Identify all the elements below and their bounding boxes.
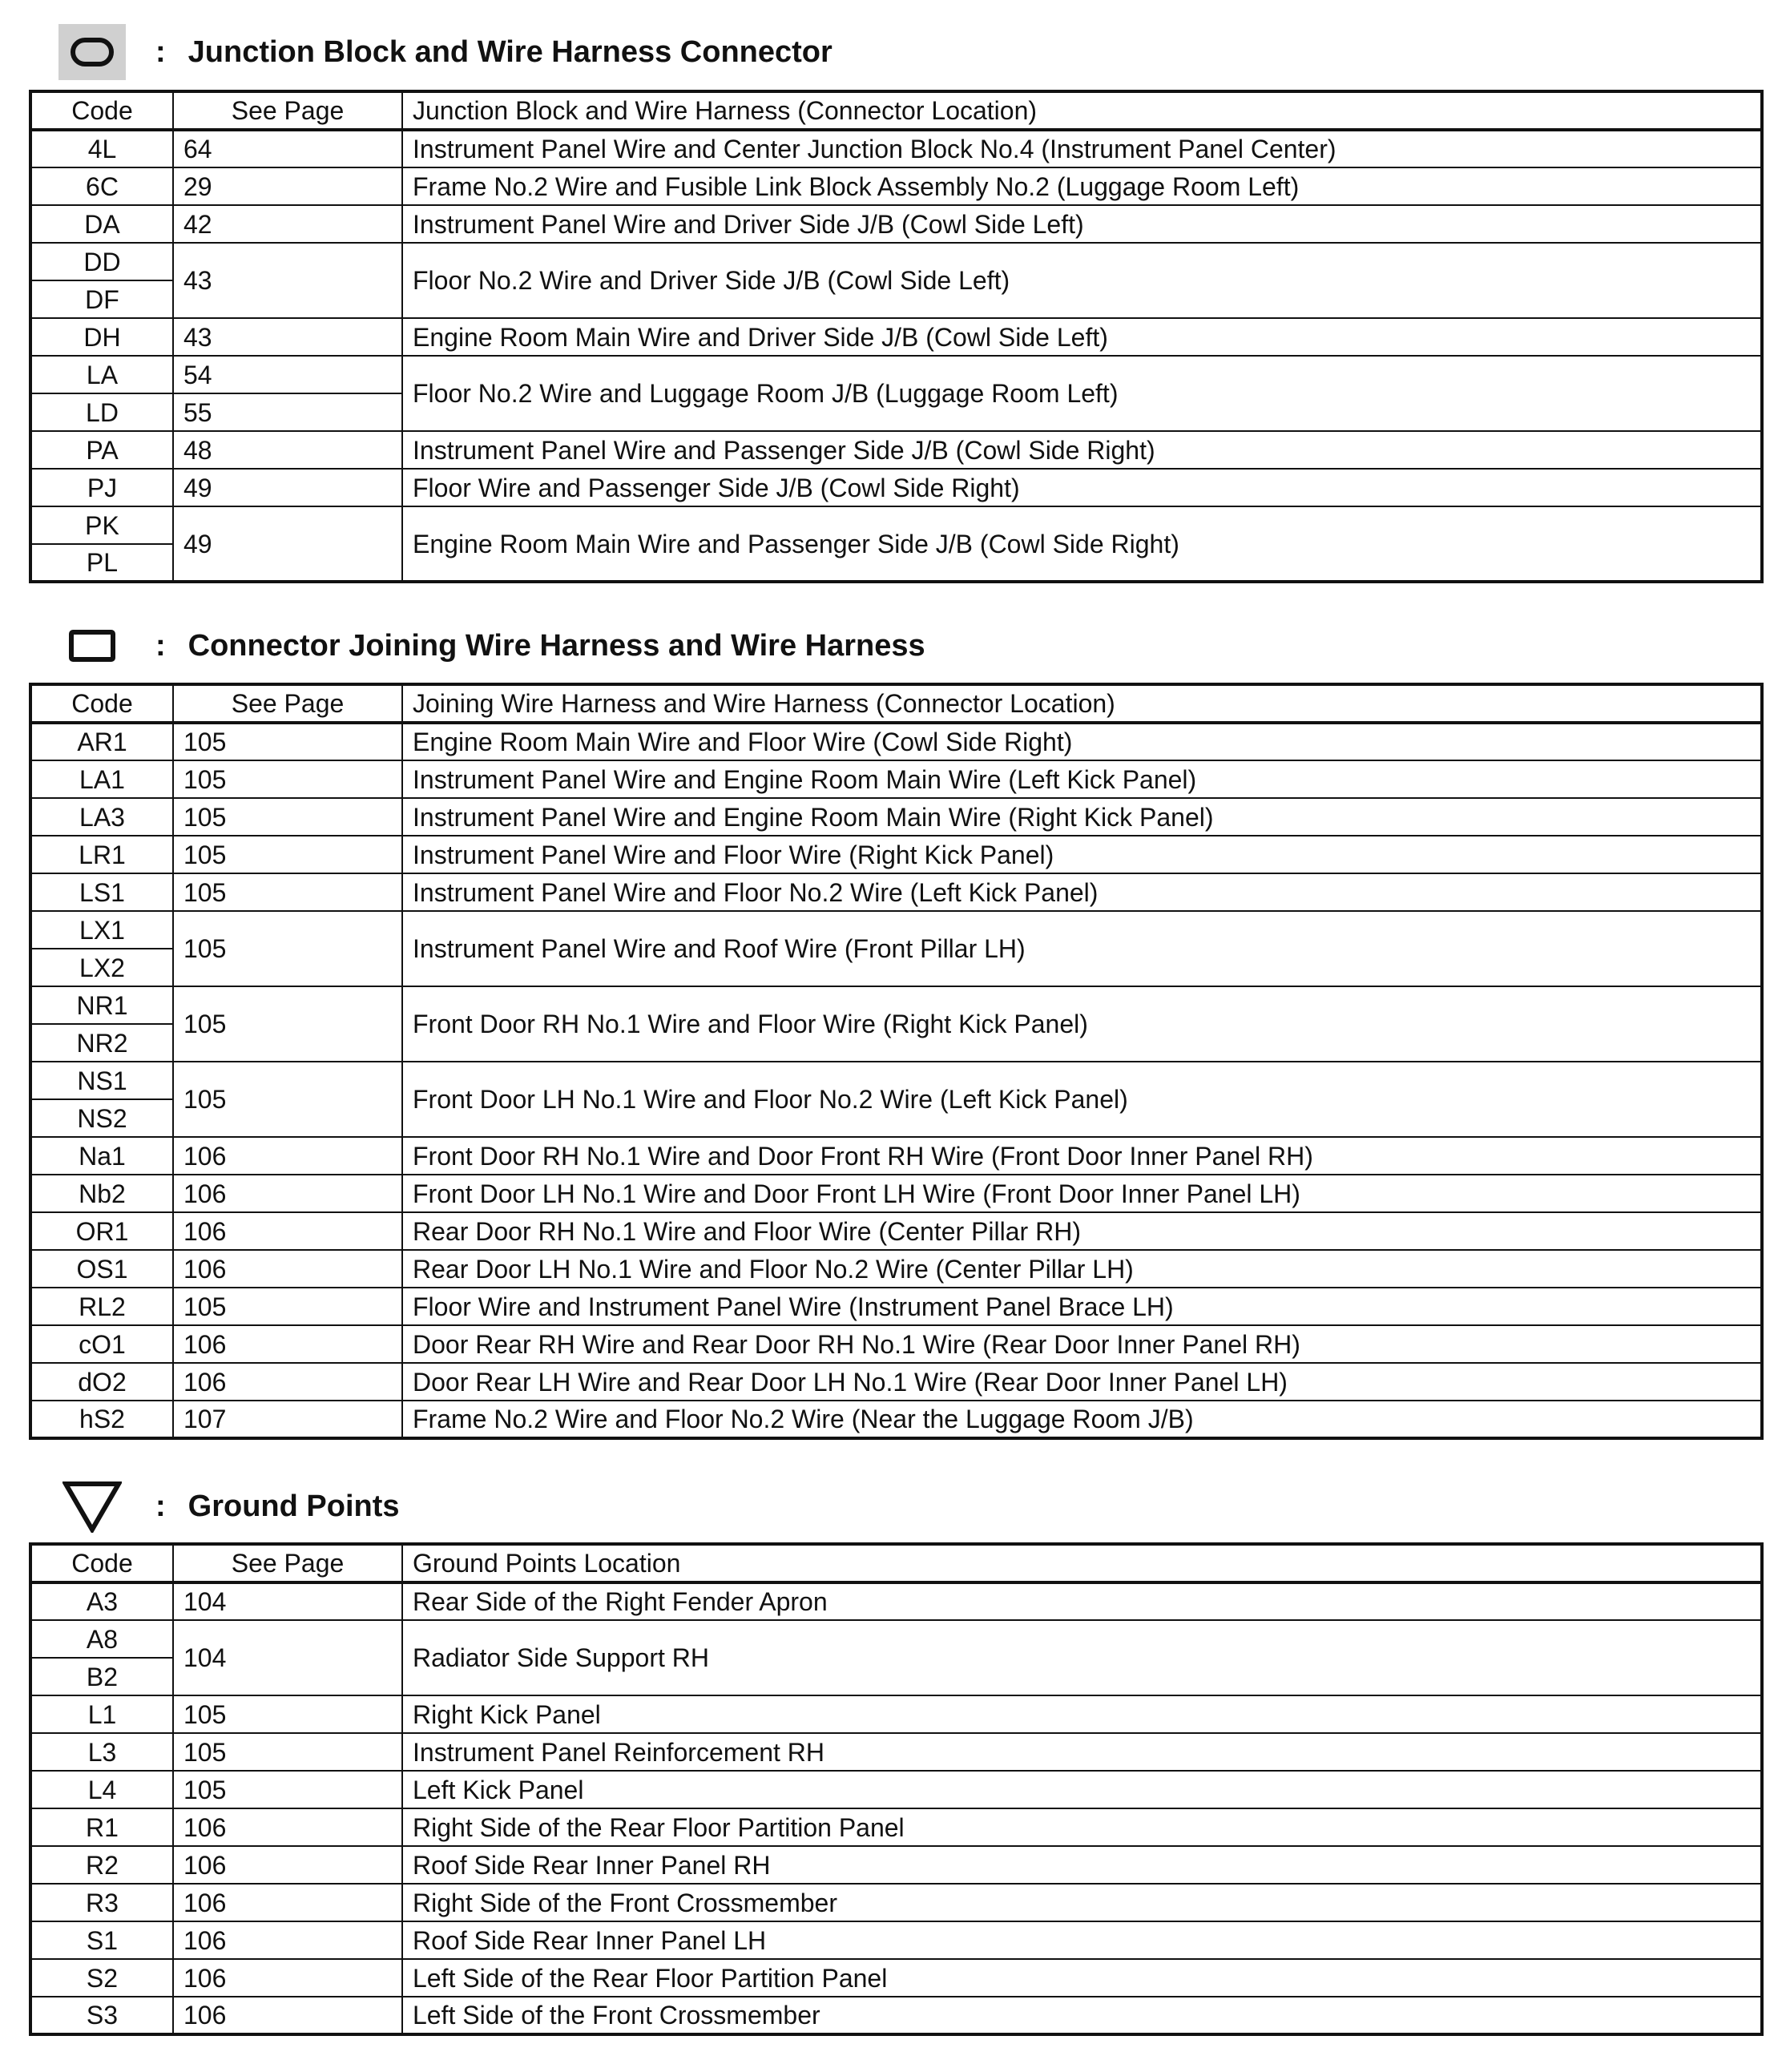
code-cell: A8 — [30, 1620, 173, 1658]
page-cell: 105 — [173, 986, 402, 1062]
location-cell: Left Side of the Front Crossmember — [402, 1997, 1762, 2034]
page-cell: 106 — [173, 1250, 402, 1288]
location-cell: Floor Wire and Instrument Panel Wire (Instrument Panel Brace LH) — [402, 1288, 1762, 1325]
section-header-ground-points — [56, 1474, 400, 1538]
header-location: Joining Wire Harness and Wire Harness (Connector Location) — [402, 684, 1762, 723]
header-see-page: See Page — [173, 91, 402, 130]
table-row — [30, 1620, 1762, 1658]
table-row — [30, 1921, 1762, 1959]
table-row — [30, 723, 1762, 760]
location-cell: Door Rear RH Wire and Rear Door RH No.1 Wire (Rear Door Inner Panel RH) — [402, 1325, 1762, 1363]
table-row — [30, 356, 1762, 393]
page-cell: 106 — [173, 1884, 402, 1921]
location-cell: Left Side of the Rear Floor Partition Panel — [402, 1959, 1762, 1997]
section-colon: : — [155, 628, 166, 663]
code-cell: NS2 — [30, 1099, 173, 1137]
table-row — [30, 1325, 1762, 1363]
table-row — [30, 1884, 1762, 1921]
location-cell: Instrument Panel Wire and Center Junction Block No.4 (Instrument Panel Center) — [402, 130, 1762, 167]
page-cell: 55 — [173, 393, 402, 431]
location-cell: Right Side of the Rear Floor Partition Panel — [402, 1808, 1762, 1846]
location-cell: Engine Room Main Wire and Floor Wire (Cowl Side Right) — [402, 723, 1762, 760]
page-cell: 43 — [173, 318, 402, 356]
page-cell: 105 — [173, 1771, 402, 1808]
page-cell: 107 — [173, 1401, 402, 1438]
page-cell: 106 — [173, 1212, 402, 1250]
header-see-page: See Page — [173, 684, 402, 723]
page-cell: 105 — [173, 723, 402, 760]
page-cell: 106 — [173, 1921, 402, 1959]
page-cell: 105 — [173, 1288, 402, 1325]
page-cell: 49 — [173, 506, 402, 582]
code-cell: AR1 — [30, 723, 173, 760]
location-cell: Left Kick Panel — [402, 1771, 1762, 1808]
code-cell: S3 — [30, 1997, 173, 2034]
code-cell: S2 — [30, 1959, 173, 1997]
junction-block-table — [29, 90, 1764, 583]
code-cell: S1 — [30, 1921, 173, 1959]
code-cell: L3 — [30, 1733, 173, 1771]
location-cell: Front Door RH No.1 Wire and Door Front RH Wire (Front Door Inner Panel RH) — [402, 1137, 1762, 1175]
page-cell: 105 — [173, 798, 402, 836]
section-colon: : — [155, 34, 166, 69]
code-cell: DD — [30, 243, 173, 280]
location-cell: Rear Door RH No.1 Wire and Floor Wire (Center Pillar RH) — [402, 1212, 1762, 1250]
location-cell: Floor Wire and Passenger Side J/B (Cowl Side Right) — [402, 469, 1762, 506]
page-cell: 106 — [173, 1808, 402, 1846]
code-cell: Na1 — [30, 1137, 173, 1175]
table-row — [30, 243, 1762, 280]
location-cell: Right Kick Panel — [402, 1695, 1762, 1733]
location-cell: Right Side of the Front Crossmember — [402, 1884, 1762, 1921]
location-cell: Floor No.2 Wire and Driver Side J/B (Cowl Side Left) — [402, 243, 1762, 318]
section-colon: : — [155, 1489, 166, 1523]
section-title: Junction Block and Wire Harness Connector — [187, 34, 833, 69]
ground-triangle-icon — [56, 1474, 128, 1538]
table-row — [30, 911, 1762, 949]
location-cell: Instrument Panel Wire and Roof Wire (Front Pillar LH) — [402, 911, 1762, 986]
table-row — [30, 431, 1762, 469]
location-cell: Instrument Panel Wire and Passenger Side J/B (Cowl Side Right) — [402, 431, 1762, 469]
page-cell: 105 — [173, 911, 402, 986]
table-row — [30, 1771, 1762, 1808]
page-cell: 106 — [173, 1997, 402, 2034]
page-cell: 42 — [173, 205, 402, 243]
section-title: Ground Points — [187, 1489, 400, 1523]
page-cell: 106 — [173, 1959, 402, 1997]
code-cell: LA1 — [30, 760, 173, 798]
code-cell: dO2 — [30, 1363, 173, 1401]
table-row — [30, 760, 1762, 798]
location-cell: Instrument Panel Wire and Floor Wire (Right Kick Panel) — [402, 836, 1762, 873]
section-header-junction-block — [56, 20, 833, 84]
location-cell: Instrument Panel Wire and Driver Side J/B (Cowl Side Left) — [402, 205, 1762, 243]
location-cell: Rear Door LH No.1 Wire and Floor No.2 Wire (Center Pillar LH) — [402, 1250, 1762, 1288]
table-row — [30, 1808, 1762, 1846]
code-cell: Nb2 — [30, 1175, 173, 1212]
page-cell: 106 — [173, 1363, 402, 1401]
code-cell: LA3 — [30, 798, 173, 836]
code-cell: NR2 — [30, 1024, 173, 1062]
table-row — [30, 318, 1762, 356]
page-cell: 64 — [173, 130, 402, 167]
page-cell: 106 — [173, 1175, 402, 1212]
location-cell: Roof Side Rear Inner Panel RH — [402, 1846, 1762, 1884]
page-cell: 104 — [173, 1620, 402, 1695]
table-row — [30, 1695, 1762, 1733]
table-row — [30, 167, 1762, 205]
page-cell: 104 — [173, 1582, 402, 1620]
table-row — [30, 1997, 1762, 2034]
section-header-connector — [56, 614, 925, 678]
page-cell: 105 — [173, 760, 402, 798]
location-cell: Rear Side of the Right Fender Apron — [402, 1582, 1762, 1620]
location-cell: Instrument Panel Wire and Engine Room Main Wire (Left Kick Panel) — [402, 760, 1762, 798]
page-cell: 48 — [173, 431, 402, 469]
code-cell: PK — [30, 506, 173, 544]
code-cell: LD — [30, 393, 173, 431]
location-cell: Engine Room Main Wire and Driver Side J/B (Cowl Side Left) — [402, 318, 1762, 356]
table-row — [30, 1363, 1762, 1401]
table-row — [30, 1062, 1762, 1099]
page-cell: 105 — [173, 1062, 402, 1137]
location-cell: Door Rear LH Wire and Rear Door LH No.1 Wire (Rear Door Inner Panel LH) — [402, 1363, 1762, 1401]
table-row — [30, 1582, 1762, 1620]
table-row — [30, 205, 1762, 243]
location-cell: Roof Side Rear Inner Panel LH — [402, 1921, 1762, 1959]
code-cell: RL2 — [30, 1288, 173, 1325]
code-cell: LA — [30, 356, 173, 393]
code-cell: LS1 — [30, 873, 173, 911]
table-row — [30, 1212, 1762, 1250]
code-cell: OS1 — [30, 1250, 173, 1288]
page-cell: 29 — [173, 167, 402, 205]
page-cell: 105 — [173, 873, 402, 911]
page-cell: 106 — [173, 1846, 402, 1884]
code-cell: cO1 — [30, 1325, 173, 1363]
page-cell: 105 — [173, 836, 402, 873]
location-cell: Front Door RH No.1 Wire and Floor Wire (Right Kick Panel) — [402, 986, 1762, 1062]
code-cell: hS2 — [30, 1401, 173, 1438]
code-cell: NR1 — [30, 986, 173, 1024]
page-cell: 106 — [173, 1137, 402, 1175]
header-location: Ground Points Location — [402, 1544, 1762, 1582]
location-cell: Front Door LH No.1 Wire and Door Front LH Wire (Front Door Inner Panel LH) — [402, 1175, 1762, 1212]
location-cell: Instrument Panel Wire and Engine Room Main Wire (Right Kick Panel) — [402, 798, 1762, 836]
location-cell: Front Door LH No.1 Wire and Floor No.2 Wire (Left Kick Panel) — [402, 1062, 1762, 1137]
junction-block-icon — [56, 20, 128, 84]
code-cell: PA — [30, 431, 173, 469]
code-cell: 6C — [30, 167, 173, 205]
table-row — [30, 130, 1762, 167]
code-cell: NS1 — [30, 1062, 173, 1099]
code-cell: R2 — [30, 1846, 173, 1884]
table-row — [30, 1959, 1762, 1997]
code-cell: 4L — [30, 130, 173, 167]
location-cell: Instrument Panel Wire and Floor No.2 Wire (Left Kick Panel) — [402, 873, 1762, 911]
connector-table — [29, 683, 1764, 1440]
code-cell: PJ — [30, 469, 173, 506]
page-cell: 43 — [173, 243, 402, 318]
code-cell: B2 — [30, 1658, 173, 1695]
code-cell: PL — [30, 544, 173, 582]
header-code: Code — [30, 91, 173, 130]
page-cell: 105 — [173, 1695, 402, 1733]
code-cell: R3 — [30, 1884, 173, 1921]
code-cell: L1 — [30, 1695, 173, 1733]
location-cell: Floor No.2 Wire and Luggage Room J/B (Luggage Room Left) — [402, 356, 1762, 431]
code-cell: R1 — [30, 1808, 173, 1846]
code-cell: L4 — [30, 1771, 173, 1808]
location-cell: Frame No.2 Wire and Floor No.2 Wire (Near the Luggage Room J/B) — [402, 1401, 1762, 1438]
table-row — [30, 1137, 1762, 1175]
page-cell: 105 — [173, 1733, 402, 1771]
page-cell: 49 — [173, 469, 402, 506]
section-title: Connector Joining Wire Harness and Wire Harness — [187, 628, 925, 663]
code-cell: LX2 — [30, 949, 173, 986]
code-cell: A3 — [30, 1582, 173, 1620]
code-cell: DH — [30, 318, 173, 356]
code-cell: DF — [30, 280, 173, 318]
header-code: Code — [30, 1544, 173, 1582]
code-cell: LX1 — [30, 911, 173, 949]
header-see-page: See Page — [173, 1544, 402, 1582]
ground-points-table — [29, 1542, 1764, 2036]
code-cell: DA — [30, 205, 173, 243]
location-cell: Engine Room Main Wire and Passenger Side J/B (Cowl Side Right) — [402, 506, 1762, 582]
table-row — [30, 506, 1762, 544]
header-code: Code — [30, 684, 173, 723]
location-cell: Instrument Panel Reinforcement RH — [402, 1733, 1762, 1771]
table-row — [30, 836, 1762, 873]
table-row — [30, 1733, 1762, 1771]
table-row — [30, 1401, 1762, 1438]
code-cell: LR1 — [30, 836, 173, 873]
location-cell: Radiator Side Support RH — [402, 1620, 1762, 1695]
table-row — [30, 1250, 1762, 1288]
connector-icon — [56, 614, 128, 678]
table-row — [30, 1846, 1762, 1884]
code-cell: OR1 — [30, 1212, 173, 1250]
table-row — [30, 798, 1762, 836]
table-row — [30, 873, 1762, 911]
page-cell: 106 — [173, 1325, 402, 1363]
location-cell: Frame No.2 Wire and Fusible Link Block Assembly No.2 (Luggage Room Left) — [402, 167, 1762, 205]
header-location: Junction Block and Wire Harness (Connector Location) — [402, 91, 1762, 130]
table-row — [30, 1288, 1762, 1325]
table-row — [30, 986, 1762, 1024]
table-row — [30, 469, 1762, 506]
table-row — [30, 1175, 1762, 1212]
page-cell: 54 — [173, 356, 402, 393]
